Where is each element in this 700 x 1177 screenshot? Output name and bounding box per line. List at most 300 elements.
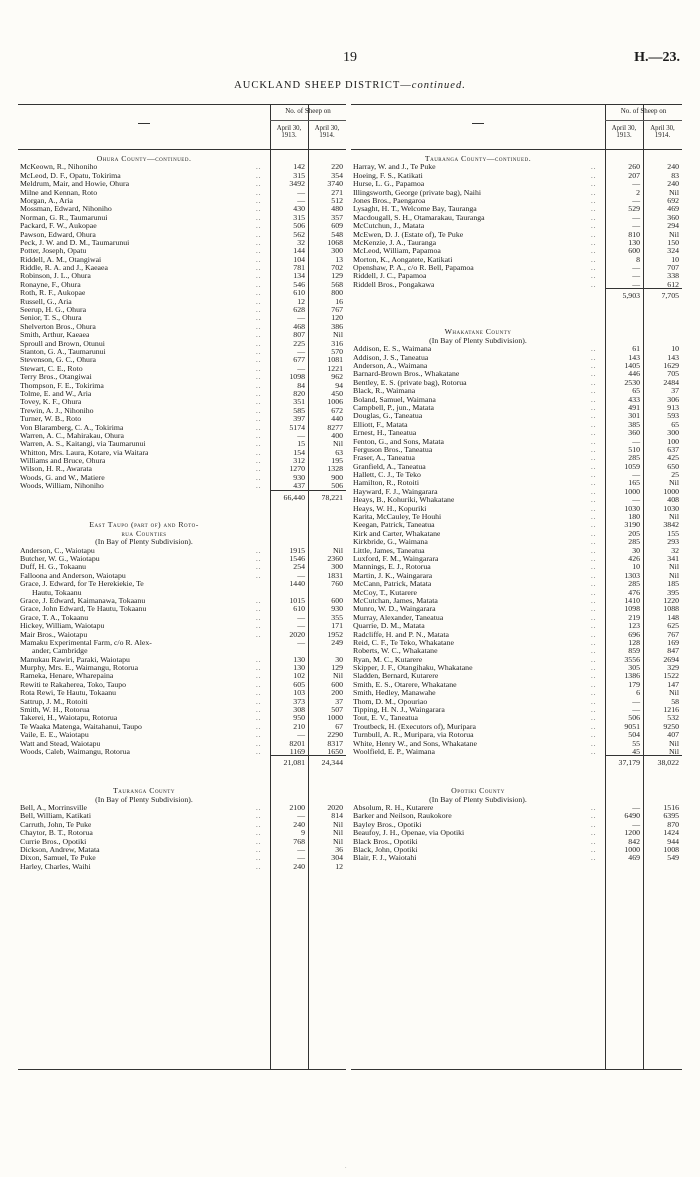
leader-dots: .. [256,812,262,821]
sheep-1914-value: 469 [667,204,679,214]
sheep-1913-value: 3556 [624,654,640,664]
sheep-1914-value: 1081 [327,355,343,365]
sheep-1913-value: — [297,313,305,323]
sheep-1913-value: 6 [636,688,640,698]
sheep-1913-value: 820 [293,388,305,398]
leader-dots: .. [591,854,597,863]
leader-dots: .. [256,272,262,281]
leader-dots: .. [256,280,262,289]
owner-name: Morgan, A., Aria [20,196,73,205]
sheep-1913-value: 1098 [624,604,640,614]
leader-dots: .. [591,664,597,673]
sheep-1914-value: 300 [331,562,343,572]
owner-name: Radcliffe, H. and P. N., Matata [353,630,449,639]
owner-name: Takerei, H., Waiotapu, Rotorua [20,714,118,723]
table-row [18,863,346,871]
leader-dots: .. [256,546,262,555]
sheep-1914-value: 1088 [663,604,679,614]
owner-name: Heays, B., Kohuriki, Whakatane [353,496,455,505]
sheep-1913-value: 504 [628,730,640,740]
leader-dots: .. [256,613,262,622]
sheep-1913-value: 37,179 [618,758,640,768]
owner-name: Ernest, H., Taneatua [353,429,417,438]
leader-dots: .. [256,465,262,474]
owner-name: Riddell, A. M., Otangiwai [20,255,102,264]
sheep-1914-value: Nil [669,688,679,698]
sheep-1914-value: 65 [671,419,679,429]
leader-dots: .. [256,803,262,812]
owner-name: Bell, William, Katikati [20,812,92,821]
sheep-1914-value: 930 [331,604,343,614]
leader-dots: .. [591,395,597,404]
sheep-1913-value: 207 [628,170,640,180]
sheep-1913-value: — [297,844,305,854]
owner-name: Grace, J. Edward, Kaimanawa, Tokaanu [20,596,146,605]
sheep-1914-value: Nil [333,819,343,829]
leader-dots: .. [591,255,597,264]
leader-dots: .. [591,345,597,354]
leader-dots: .. [591,538,597,547]
right-sheep-table [351,104,682,1070]
owner-name: Vaile, E. E., Waiotapu [20,731,89,740]
owner-name: Illingsworth, George (private bag), Naihi [353,188,482,197]
sheep-1914-value: 407 [667,730,679,740]
leader-dots: .. [256,247,262,256]
sheep-1913-value: — [297,430,305,440]
sheep-1914-value: 100 [667,436,679,446]
sheep-1913-value: — [297,853,305,863]
owner-name: Currie Bros., Opotiki [20,837,87,846]
leader-dots: .. [591,403,597,412]
section-heading: Whakatane County [444,327,512,337]
leader-dots: .. [256,373,262,382]
owner-name: Smith, E. S., Otarere, Whakatane [353,680,457,689]
sheep-1913-value: — [297,730,305,740]
owner-name: Williams and Bruce, Ohura [20,457,106,466]
sheep-1914-value: 185 [667,579,679,589]
owner-name: ander, Cambridge [32,647,88,656]
owner-name: Thom, D. M., Opouriao [353,697,428,706]
leader-dots: .. [256,238,262,247]
owner-name: Dixon, Samuel, Te Puke [20,854,96,863]
leader-dots: .. [256,845,262,854]
sheep-1914-value: 593 [667,411,679,421]
owner-name: Duff, H. G., Tokaanu [20,563,87,572]
sheep-1913-value: 240 [293,819,305,829]
sheep-1913-value: 9051 [624,721,640,731]
left-header-rule [270,120,346,121]
leader-dots: .. [591,820,597,829]
leader-dots: .. [591,353,597,362]
owner-name: Turner, W. B., Roto [20,415,82,424]
sheep-1914-value: 1831 [327,570,343,580]
sheep-1913-value: 3190 [624,520,640,530]
owner-name: Bentley, E. S. (private bag), Rotorua [353,378,467,387]
sheep-1914-value: 962 [331,372,343,382]
leader-dots: .. [591,714,597,723]
sheep-1914-value: 30 [335,654,343,664]
sheep-1913-value: 65 [632,386,640,396]
leader-dots: .. [591,513,597,522]
sheep-1913-value: 1098 [289,372,305,382]
owner-name: Addison, J. S., Taneatua [353,353,429,362]
sheep-1914-value: 120 [331,313,343,323]
owner-name: Whitton, Mrs. Laura, Kotare, via Waitara [20,448,149,457]
sheep-1913-value: — [632,819,640,829]
sheep-1914-value: 8317 [327,738,343,748]
leader-dots: .. [256,440,262,449]
sheep-1913-value: 130 [293,654,305,664]
owner-name: Anderson, A., Waimana [353,362,428,370]
sheep-1913-value: 1303 [624,570,640,580]
sheep-1914-value: 707 [667,263,679,273]
sheep-1914-value: 341 [667,553,679,563]
owner-name: Sattrup, J. M., Rotoiti [20,697,88,706]
sheep-1914-value: 395 [667,587,679,597]
sheep-1914-value: 1000 [327,713,343,723]
owner-name: Norman, G. R., Taumarunui [20,213,108,222]
document-reference: H.—23. [634,50,680,65]
sheep-1914-value: 625 [667,621,679,631]
owner-name: Murray, Alexander, Taneatua [353,613,444,622]
sheep-1914-value: 249 [331,637,343,647]
owner-name: Chaytor, B. T., Rotorua [20,829,93,838]
owner-name: Barker and Neilson, Raukokore [353,812,452,821]
sheep-1914-value: 1030 [663,503,679,513]
sheep-1913-value: 696 [628,629,640,639]
left-table-header [18,105,346,149]
sheep-1914-value: 1424 [663,828,679,838]
sheep-1914-value: 692 [667,195,679,205]
owner-name: Grace, T. A., Tokaanu [20,613,89,622]
owner-name: Shelverton Bros., Ohura [20,322,96,331]
section-subheading: (In Bay of Plenty Subdivision). [95,537,193,547]
owner-name: Grace, J. Edward, for Te Herekiekie, Te [20,580,144,589]
owner-name: Von Blaramberg, C. A., Tokirima [20,423,124,432]
sheep-1914-value: 354 [331,170,343,180]
leader-dots: .. [256,255,262,264]
sheep-1913-value: — [297,637,305,647]
sheep-1913-value: 240 [293,861,305,871]
sheep-1914-value: 24,344 [321,758,343,768]
sheep-1914-value: 814 [331,811,343,821]
sheep-1913-value: 8201 [289,738,305,748]
owner-name: Little, James, Taneatua [353,546,425,555]
leader-dots: .. [591,689,597,698]
sheep-1913-value: 32 [297,237,305,247]
sheep-1913-value: 6490 [624,811,640,821]
owner-name: Harley, Charles, Waihi [20,862,91,871]
sheep-1913-value: — [297,346,305,356]
owner-name: Peck, J. W. and D. M., Taumarunui [20,238,130,247]
sheep-1914-value: 705 [667,369,679,379]
sheep-1913-value: 179 [628,679,640,689]
owner-name: Anderson, C., Waiotapu [20,546,95,555]
section-subheading: (In Bay of Plenty Subdivision). [95,794,193,804]
sheep-1913-value: 21,081 [283,758,305,768]
sheep-1913-value: 3492 [289,179,305,189]
owner-name: Packard, F. W., Aukopae [20,222,97,231]
sheep-1913-value: 5174 [289,422,305,432]
owner-name: Fenton, G., and Sons, Matata [353,437,444,446]
sheep-1913-value: 1386 [624,671,640,681]
sheep-1914-value: 2290 [327,730,343,740]
sheep-1913-value: 219 [628,612,640,622]
sheep-1914-value: Nil [669,512,679,522]
table-row [18,821,346,829]
leader-dots: .. [591,171,597,180]
leader-dots: .. [591,213,597,222]
sheep-1913-value: 859 [628,646,640,656]
leader-dots: .. [256,731,262,740]
left-table-body [18,155,346,871]
owner-name: Sladden, Bernard, Kutarere [353,672,439,681]
owner-name: McKeown, R., Nihoniho [20,163,98,172]
sheep-1913-value: — [297,570,305,580]
sheep-1914-value: 1068 [327,237,343,247]
owner-name: Rewiti te Rakaherea, Toko, Taupo [20,680,127,689]
sheep-1914-value: 329 [667,663,679,673]
sheep-1913-value: 469 [628,853,640,863]
sheep-1914-value: 672 [331,405,343,415]
leader-dots: .. [591,672,597,681]
sheep-1913-value: 810 [628,229,640,239]
leader-dots: .. [591,563,597,572]
sheep-1913-value: 165 [628,478,640,488]
owner-name: Black Bros., Opotiki [353,837,418,846]
leader-dots: .. [591,387,597,396]
sheep-1914-value: 220 [331,162,343,172]
sheep-1914-value: Nil [333,671,343,681]
sheep-1913-value: 1410 [624,595,640,605]
owner-name: McCann, Patrick, Matata [353,580,432,589]
sheep-1913-value: 529 [628,204,640,214]
sheep-1913-value: 476 [628,587,640,597]
sheep-1913-value: — [632,195,640,205]
owner-name: Tipping, H. N. J., Waingarara [353,706,445,715]
owner-name: Riddell Bros., Pongakawa [353,280,435,289]
sheep-1913-value: — [632,802,640,812]
leader-dots: .. [256,473,262,482]
sheep-1914-value: 306 [667,394,679,404]
section-heading: Opotiki County [451,786,505,796]
leader-dots: .. [591,247,597,256]
leader-dots: .. [591,596,597,605]
sheep-1913-value: 123 [628,621,640,631]
owner-name: Te Waaka Matenga, Waitahanui, Taupo [20,722,142,731]
owner-name: Tout, E. V., Taneatua [353,714,418,723]
sheep-1913-value: 950 [293,713,305,723]
leader-dots: .. [591,638,597,647]
total-rule [270,490,346,491]
sheep-1914-value: Nil [669,570,679,580]
leader-dots: .. [256,230,262,239]
sheep-1913-value: 102 [293,671,305,681]
sheep-1913-value: 134 [293,271,305,281]
sheep-1913-value: 562 [293,229,305,239]
sheep-1913-value: 397 [293,414,305,424]
left-header-col1: April 30, 1913. [276,125,302,140]
sheep-1913-value: 260 [628,162,640,172]
leader-dots: .. [256,171,262,180]
owner-name: Smith, Hedley, Manawahe [353,689,436,698]
sheep-1914-value: 293 [667,537,679,547]
owner-name: Robinson, J. L., Ohura [20,272,91,281]
leader-dots: .. [591,163,597,172]
sheep-1913-value: 1015 [289,595,305,605]
leader-dots: .. [256,630,262,639]
sheep-1913-value: 30 [632,545,640,555]
leader-dots: .. [256,356,262,365]
sheep-1914-value: 129 [331,271,343,281]
leader-dots: .. [256,398,262,407]
leader-dots: .. [591,280,597,289]
owner-name: Woods, Caleb, Waimangu, Rotorua [20,747,130,756]
sheep-1914-value: 425 [667,453,679,463]
sheep-1913-value: 312 [293,456,305,466]
sheep-1913-value: 360 [628,428,640,438]
leader-dots: .. [256,381,262,390]
sheep-1913-value: 12 [297,296,305,306]
sheep-1914-value: 300 [331,246,343,256]
sheep-1914-value: Nil [333,330,343,340]
sheep-1913-value: 315 [293,170,305,180]
leader-dots: .. [591,238,597,247]
leader-dots: .. [256,364,262,373]
sheep-1914-value: 357 [331,212,343,222]
sheep-1913-value: 1000 [624,844,640,854]
sheep-1914-value: 1216 [663,705,679,715]
footer-mark: . [345,1164,347,1170]
sheep-1913-value: 842 [628,836,640,846]
sheep-1914-value: 1006 [327,397,343,407]
owner-name: Skipper, J. F., Otangihaku, Whakatane [353,664,473,673]
leader-dots: .. [591,521,597,530]
leader-dots: .. [591,630,597,639]
owner-name: Smith, Arthur, Kaeaea [20,331,90,340]
total-rule [270,755,346,756]
sheep-1914-value: 7,705 [661,291,679,301]
leader-dots: .. [591,845,597,854]
sheep-1913-value: 373 [293,696,305,706]
sheep-1914-value: 1221 [327,363,343,373]
owner-name: Heays, W. H., Kopuriki [353,504,427,513]
sheep-1913-value: 2 [636,187,640,197]
spacer [351,320,682,328]
owner-name: Stewart, C. E., Roto [20,364,83,373]
owner-name: Elliott, F., Matata [353,420,408,429]
owner-name: Kirk and Carter, Whakatane [353,529,441,538]
sheep-1913-value: 285 [628,537,640,547]
owner-name: Ronayne, F., Ohura [20,280,81,289]
sheep-1914-value: 1328 [327,464,343,474]
section-heading: East Taupo (part of) and Roto- [89,520,199,530]
sheep-1913-value: 144 [293,246,305,256]
sheep-1914-value: 240 [667,179,679,189]
sheep-1913-value: 1169 [289,746,305,756]
sheep-1913-value: 84 [297,380,305,390]
sheep-1913-value: 930 [293,472,305,482]
leader-dots: .. [256,664,262,673]
sheep-1914-value: 10 [671,344,679,354]
leader-dots: .. [591,613,597,622]
sheep-1914-value: 1220 [663,595,679,605]
leader-dots: .. [591,230,597,239]
leader-dots: .. [591,222,597,231]
sheep-1914-value: 637 [667,444,679,454]
section-heading: Tauranga County—continued. [424,154,532,163]
table-row [351,247,682,255]
page-title-main: AUCKLAND SHEEP DISTRICT— [234,80,412,91]
sheep-1913-value: — [297,195,305,205]
owner-name: McCutchan, James, Matata [353,596,438,605]
leader-dots: .. [256,196,262,205]
sheep-1914-value: 240 [667,162,679,172]
owner-name: Rota Rewi, Te Hautu, Tokaanu [20,689,117,698]
sheep-1914-value: 600 [331,595,343,605]
sheep-1913-value: 308 [293,705,305,715]
sheep-1914-value: 300 [667,428,679,438]
owner-name: Bayley Bros., Opotiki [353,820,422,829]
leader-dots: .. [256,180,262,189]
leader-dots: .. [256,306,262,315]
owner-name: Turnbull, A. R., Muripara, via Rotorua [353,731,474,740]
owner-name: Falloona and Anderson, Waiotapu [20,571,126,580]
sheep-1913-value: 103 [293,688,305,698]
sheep-1913-value: 1405 [624,361,640,370]
sheep-1914-value: Nil [333,828,343,838]
leader-dots: .. [256,448,262,457]
leader-dots: .. [591,647,597,656]
sheep-1914-value: 316 [331,338,343,348]
sheep-1913-value: 45 [632,746,640,756]
leader-dots: .. [591,722,597,731]
owner-name: Watt and Stead, Waiotapu [20,739,101,748]
owner-name: Black, R., Waimana [353,387,416,396]
sheep-1914-value: 2020 [327,802,343,812]
owner-name: Stevenson, G. C., Ohura [20,356,97,365]
owner-name: Mamaku Experimental Farm, c/o R. Alex- [20,638,152,647]
owner-name: Jones Bros., Paengaroa [353,196,426,205]
section-heading: Ohura County—continued. [96,154,192,163]
table-row [351,854,682,862]
sheep-1914-value: 570 [331,346,343,356]
owner-name: Hayward, F. J., Waingarara [353,487,438,496]
leader-dots: .. [256,747,262,756]
sheep-1914-value: 304 [331,853,343,863]
sheep-1914-value: 9250 [663,721,679,731]
sheep-1913-value: — [632,271,640,281]
owner-name: McCutchun, J., Matata [353,222,425,231]
sheep-1913-value: — [632,212,640,222]
leader-dots: .. [591,554,597,563]
sheep-1913-value: 605 [293,679,305,689]
sheep-1913-value: — [297,621,305,631]
sheep-1914-value: 338 [667,271,679,281]
leader-dots: .. [256,622,262,631]
sheep-1913-value: 610 [293,604,305,614]
sheep-1913-value: 305 [628,663,640,673]
sheep-1914-value: 129 [331,663,343,673]
sheep-1913-value: 491 [628,402,640,412]
leader-dots: .. [591,437,597,446]
leader-dots: .. [256,389,262,398]
owner-name: Rameka, Henare, Wharepaina [20,672,114,681]
right-table-header [351,105,682,149]
leader-dots: .. [256,423,262,432]
leader-dots: .. [591,205,597,214]
leader-dots: .. [591,378,597,387]
